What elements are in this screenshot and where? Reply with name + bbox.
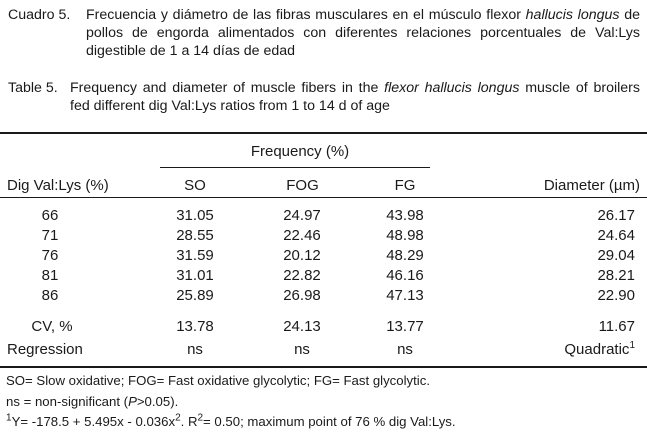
table-row <box>0 287 647 307</box>
cell-so: 31.59 <box>176 247 214 264</box>
cell-diameter: 28.21 <box>597 267 635 284</box>
frequency-group-header: Frequency (%) <box>250 143 350 160</box>
table-row-cv <box>0 318 647 338</box>
cell-fog: 24.97 <box>283 207 321 224</box>
cell-fg: 46.16 <box>386 267 424 284</box>
cell-diameter: 24.64 <box>597 227 635 244</box>
cell-fog: 22.82 <box>283 267 321 284</box>
header-fog: FOG <box>286 177 319 194</box>
cell-dig-val-lys: 86 <box>41 287 59 304</box>
caption-english-text: Frequency and diameter of muscle fibers in the flexor hallucis longus muscle of broilers fed different dig Val:Lys ratios from 1 to 14 d of age <box>70 80 640 114</box>
table-row-regression <box>0 341 647 361</box>
cell-dig-val-lys: 81 <box>41 267 59 284</box>
table-row <box>0 267 647 287</box>
caption-english-label: Table 5. <box>8 80 58 96</box>
cell-fg: 48.29 <box>386 247 424 264</box>
cell-fg: ns <box>397 341 413 358</box>
footnote-abbreviations: SO= Slow oxidative; FOG= Fast oxidative glycolytic; FG= Fast glycolytic. <box>6 373 430 388</box>
frequency-header-rule <box>160 167 430 168</box>
table-top-rule <box>0 132 647 134</box>
cell-so: 31.05 <box>176 207 214 224</box>
cell-fg: 43.98 <box>386 207 424 224</box>
cell-fog: 22.46 <box>283 227 321 244</box>
cell-so: 13.78 <box>176 318 214 335</box>
caption-english <box>8 79 640 115</box>
cell-so: 28.55 <box>176 227 214 244</box>
cell-diameter: 11.67 <box>598 318 635 335</box>
cell-so: 31.01 <box>176 267 214 284</box>
cell-fg: 47.13 <box>386 287 424 304</box>
cell-diameter: 29.04 <box>597 247 635 264</box>
cell-cv-label: CV, % <box>31 318 73 335</box>
cell-diameter: 22.90 <box>597 287 635 304</box>
cell-regression-label: Regression <box>7 341 83 358</box>
cell-fog: 26.98 <box>283 287 321 304</box>
table-bottom-rule <box>0 366 647 368</box>
table-header-rule <box>0 197 647 198</box>
table-row <box>0 247 647 267</box>
table-row <box>0 207 647 227</box>
cell-so: 25.89 <box>176 287 214 304</box>
footnote-marker: 1 <box>629 340 635 351</box>
table-row <box>0 227 647 247</box>
header-diameter: Diameter (µm) <box>543 177 640 194</box>
cell-fog: 24.13 <box>283 318 321 335</box>
cell-dig-val-lys: 66 <box>41 207 59 224</box>
caption-spanish-text: Frecuencia y diámetro de las fibras musculares en el músculo flexor hallucis longus de pollos de engorda alimentados con diferentes relaciones porcentuales de Val:Lys digestible de 1 a 14 días de edad <box>86 7 640 59</box>
footnote-ns: ns = non-significant (P>0.05). <box>6 394 179 409</box>
cell-dig-val-lys: 71 <box>41 227 59 244</box>
caption-spanish <box>8 6 640 60</box>
caption-spanish-label: Cuadro 5. <box>8 7 71 23</box>
cell-fg: 48.98 <box>386 227 424 244</box>
cell-so: ns <box>187 341 203 358</box>
cell-diameter: Quadratic$^1$ <box>564 340 635 358</box>
cell-dig-val-lys: 76 <box>41 247 59 264</box>
header-fg: FG <box>394 177 416 194</box>
cell-fg: 13.77 <box>386 318 424 335</box>
footnote-equation: $^1Y= -178.5 + 5.495x - 0.036x^2$. $R^2= 0.50$; maximum point of 76 % dig Val:Lys. <box>6 412 456 429</box>
cell-diameter: 26.17 <box>597 207 635 224</box>
header-dig-val-lys: Dig Val:Lys (%) <box>7 177 109 194</box>
cell-fog: ns <box>294 341 310 358</box>
header-so: SO <box>184 177 206 194</box>
cell-fog: 20.12 <box>283 247 321 264</box>
